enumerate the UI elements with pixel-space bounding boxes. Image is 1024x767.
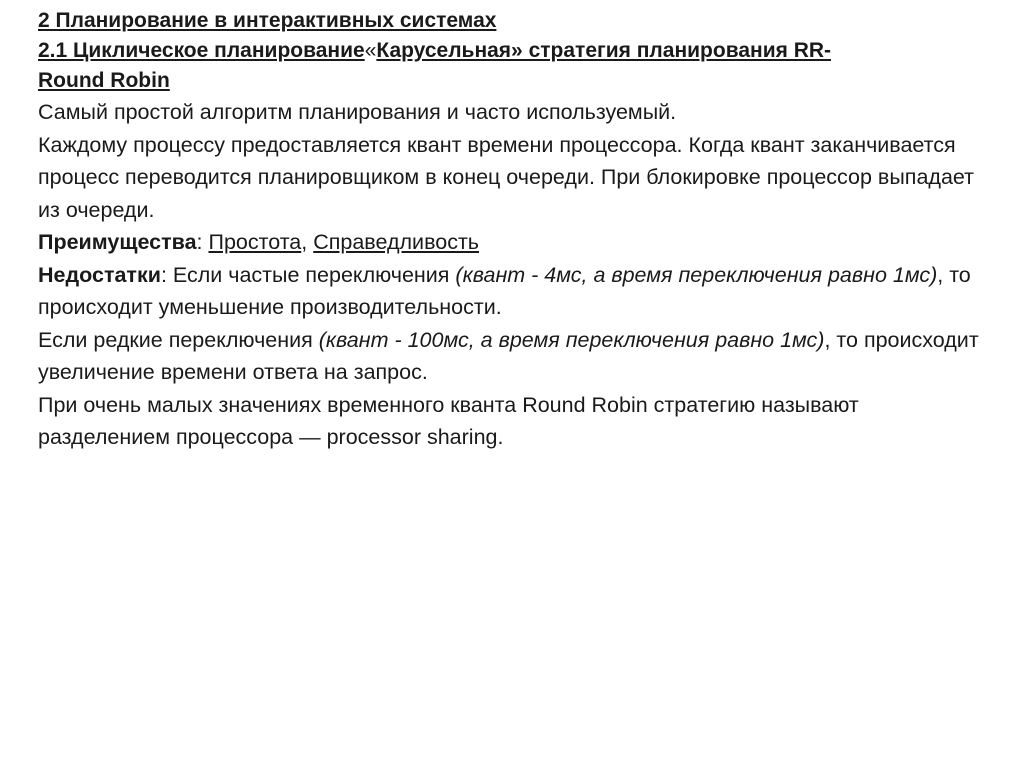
subsection-title-part3: Round Robin [38, 69, 170, 92]
rare-switch-paragraph [38, 324, 988, 389]
description-paragraph: Каждому процессу предоставляется квант времени процессора. Когда квант заканчивается процесс переводится планировщиком в конец очереди. При блокировке процессор выпадает из очереди. [38, 132, 974, 222]
disadvantages-label: Недостатки [38, 262, 161, 287]
subsection-quote-mark: « [364, 39, 377, 62]
rare-italic: (квант - 100мс, а время переключения равно 1мс) [318, 327, 825, 352]
disadvantages-text-1: : Если частые переключения [160, 262, 456, 287]
intro-paragraph: Самый простой алгоритм планирования и часто используемый. [38, 100, 677, 124]
advantage-fairness: Справедливость [313, 230, 480, 254]
advantages-colon: : [196, 230, 209, 254]
disadvantages-text-2: , то происходит уменьшение производительности. [38, 262, 971, 319]
advantage-simplicity: Простота [208, 230, 302, 254]
rare-text-2: , то происходит увеличение времени ответа на запрос. [38, 327, 979, 384]
disadvantages-paragraph [38, 259, 988, 324]
advantages-label: Преимущества [38, 230, 197, 254]
subsection-title-part2: Карусельная» стратегия планирования RR- [376, 39, 832, 62]
slide-content [38, 6, 988, 454]
advantages-separator: , [301, 230, 314, 254]
conclusion-paragraph: При очень малых значениях временного кванта Round Robin стратегию называют разделением процессора — processor sharing. [38, 392, 859, 449]
subsection-title [38, 36, 988, 96]
disadvantages-italic: (квант - 4мс, а время переключения равно 1мс) [455, 262, 938, 287]
subsection-title-part1: 2.1 Циклическое планирование [38, 39, 365, 62]
section-title: 2 Планирование в интерактивных системах [38, 9, 497, 32]
rare-text-1: Если редкие переключения [38, 327, 319, 352]
advantages-paragraph [38, 226, 988, 259]
